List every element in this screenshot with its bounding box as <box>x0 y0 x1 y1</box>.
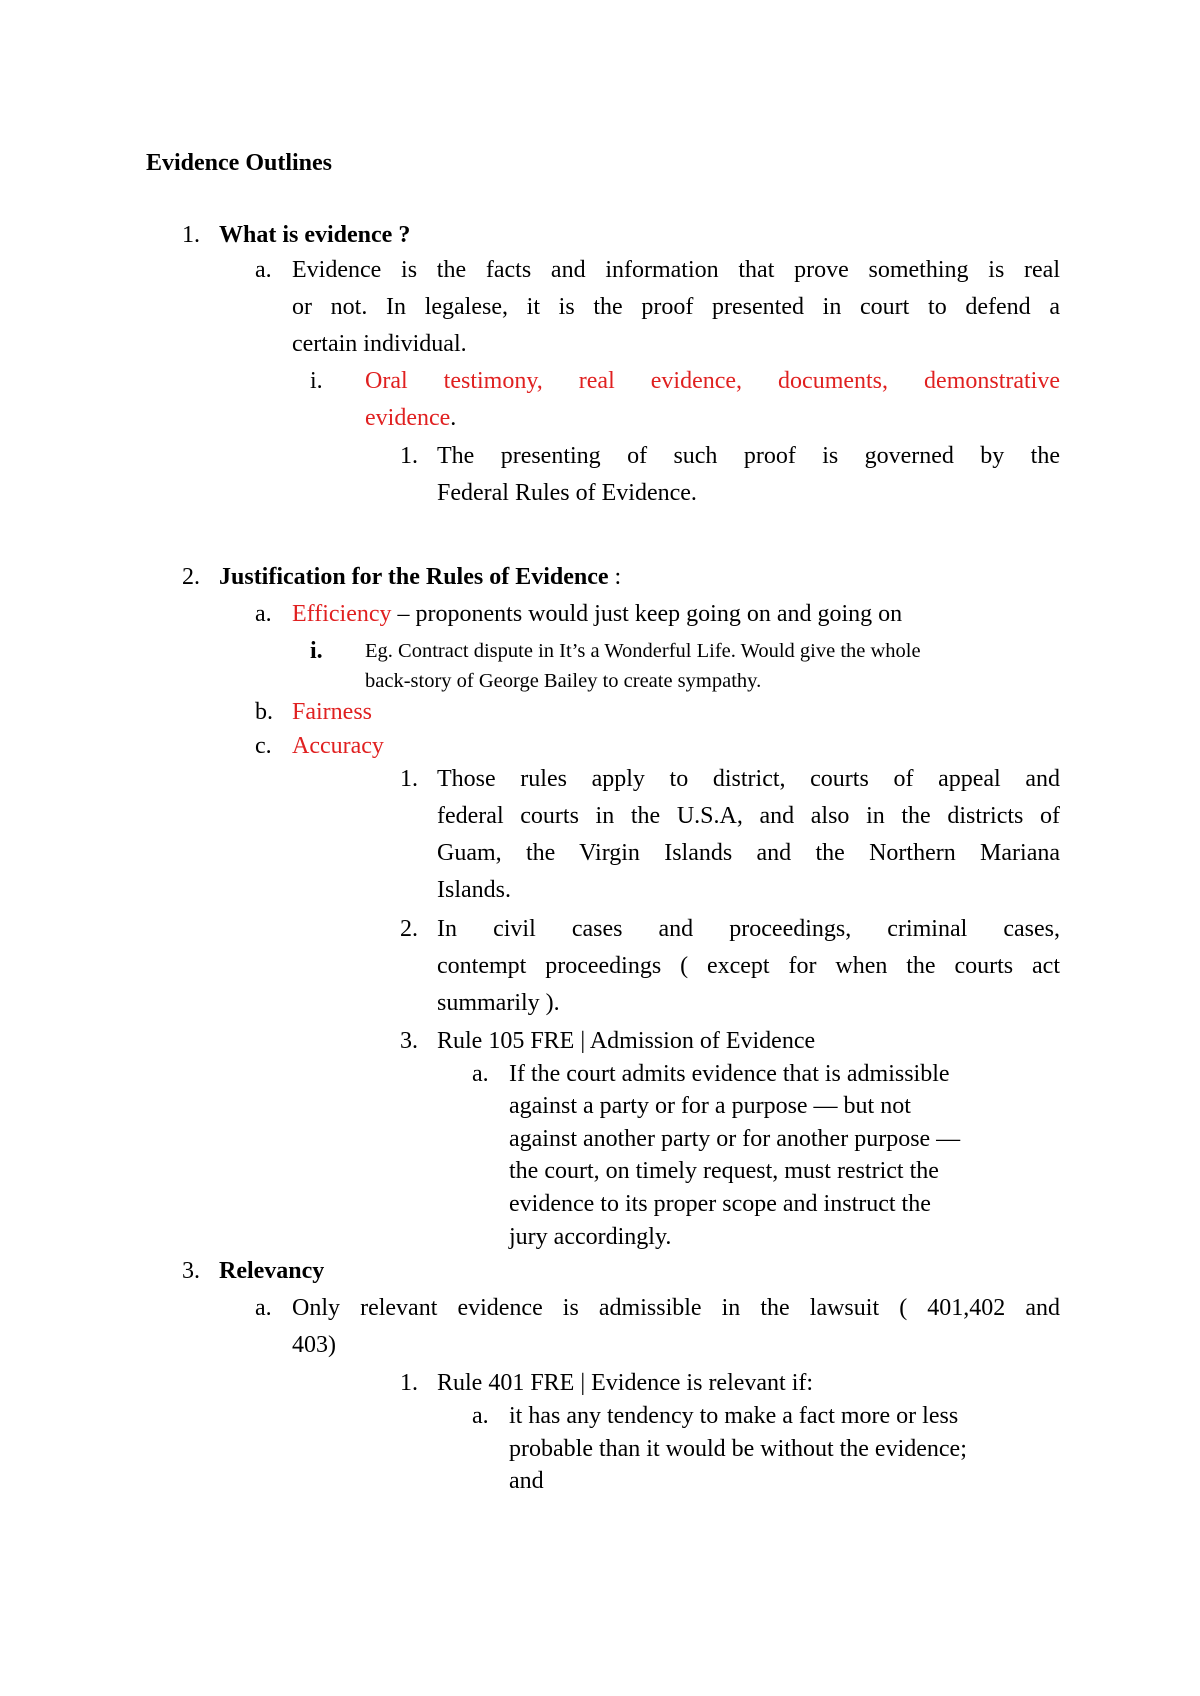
item-marker: 1. <box>400 766 418 792</box>
paragraph-line <box>292 599 902 629</box>
paragraph-line: If the court admits evidence that is admissible <box>509 1061 950 1087</box>
paragraph-line: federal courts in the U.S.A, and also in the districts of <box>437 803 1060 829</box>
paragraph-line: certain individual. <box>292 331 467 357</box>
paragraph-line: against another party or for another purpose — <box>509 1126 961 1152</box>
paragraph-line: Rule 401 FRE | Evidence is relevant if: <box>437 1370 814 1396</box>
paragraph-line: and <box>509 1468 544 1494</box>
section-number: 3. <box>182 1258 200 1284</box>
paragraph-line: Those rules apply to district, courts of appeal and <box>437 766 1060 792</box>
paragraph-line: Accuracy <box>292 733 384 759</box>
item-marker: 1. <box>400 443 418 469</box>
item-marker: b. <box>255 699 273 725</box>
paragraph-text: – proponents would just keep going on and going on <box>391 601 903 627</box>
emphasis-text: Efficiency <box>292 601 392 627</box>
item-marker: a. <box>255 601 272 627</box>
paragraph-line: Rule 105 FRE | Admission of Evidence <box>437 1028 816 1054</box>
paragraph-line: Oral testimony, real evidence, documents, demonstrative <box>365 368 1060 394</box>
item-marker: a. <box>255 257 272 283</box>
paragraph-line: The presenting of such proof is governed by the <box>437 443 1060 469</box>
paragraph-line: the court, on timely request, must restrict the <box>509 1158 939 1184</box>
paragraph-text: . <box>450 405 457 431</box>
paragraph-line: evidence to its proper scope and instruct the <box>509 1191 931 1217</box>
item-marker: 1. <box>400 1370 418 1396</box>
item-marker: 3. <box>400 1028 418 1054</box>
document-title: Evidence Outlines <box>146 150 333 176</box>
paragraph-line: probable than it would be without the evidence; <box>509 1436 967 1462</box>
item-marker: a. <box>472 1403 489 1429</box>
paragraph-line: Islands. <box>437 877 511 903</box>
item-marker: c. <box>255 733 272 759</box>
paragraph-line: against a party or for a purpose — but not <box>509 1093 911 1119</box>
paragraph-line: jury accordingly. <box>509 1224 672 1250</box>
paragraph-line: Fairness <box>292 699 372 725</box>
item-marker: a. <box>255 1295 272 1321</box>
item-marker: i. <box>310 368 323 394</box>
emphasis-text: evidence <box>365 405 451 431</box>
paragraph-line <box>365 403 456 433</box>
paragraph-line: summarily ). <box>437 990 560 1016</box>
section-number: 2. <box>182 564 200 590</box>
paragraph-line: contempt proceedings ( except for when the courts act <box>437 953 1060 979</box>
item-marker: i. <box>310 638 323 664</box>
paragraph-line: 403) <box>292 1332 336 1358</box>
section-number: 1. <box>182 222 200 248</box>
paragraph-line: In civil cases and proceedings, criminal cases, <box>437 916 1060 942</box>
paragraph-line: Only relevant evidence is admissible in the lawsuit ( 401,402 and <box>292 1295 1060 1321</box>
paragraph-line: Federal Rules of Evidence. <box>437 480 697 506</box>
paragraph-line: it has any tendency to make a fact more or less <box>509 1403 959 1429</box>
section-heading: What is evidence ? <box>219 222 411 248</box>
paragraph-line: or not. In legalese, it is the proof presented in court to defend a <box>292 294 1060 320</box>
paragraph-line: Guam, the Virgin Islands and the Northern Mariana <box>437 840 1060 866</box>
item-marker: 2. <box>400 916 418 942</box>
section-heading: Relevancy <box>219 1258 325 1284</box>
paragraph-line: Eg. Contract dispute in It’s a Wonderful Life. Would give the whole <box>365 640 921 662</box>
item-marker: a. <box>472 1061 489 1087</box>
paragraph-line: back-story of George Bailey to create sympathy. <box>365 670 762 692</box>
paragraph-line: Evidence is the facts and information that prove something is real <box>292 257 1060 283</box>
section-heading: Justification for the Rules of Evidence : <box>219 564 622 590</box>
